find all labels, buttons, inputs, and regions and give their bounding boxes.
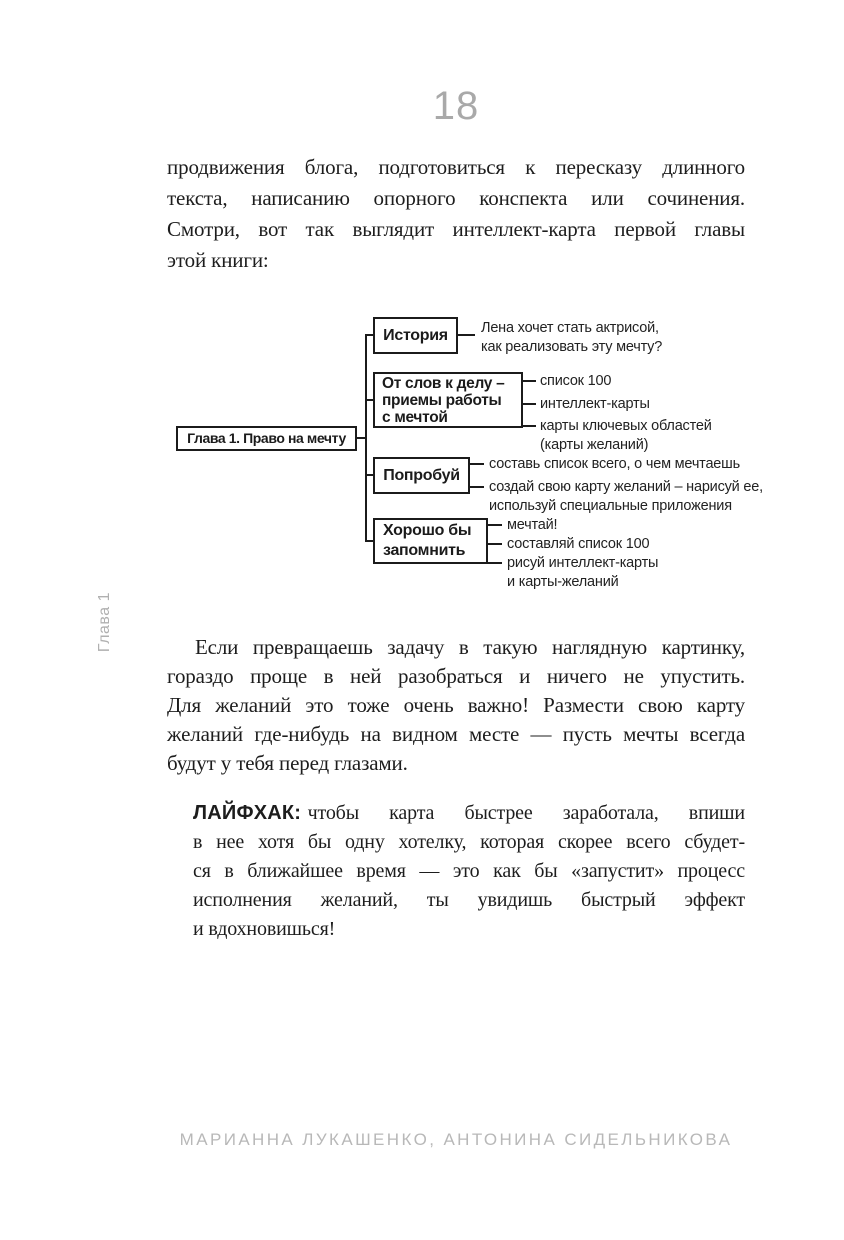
mindmap-branch-label: приемы работы [382,391,502,409]
footer-authors: МАРИАННА ЛУКАШЕНКО, АНТОНИНА СИДЕЛЬНИКОВА [179,1130,733,1149]
connector-line [523,403,536,405]
mindmap-leaf [507,535,649,554]
leaf-line: используй специальные приложения [489,498,732,514]
text-line: и вдохновишься! [193,918,336,940]
mindmap-branch-box [373,457,470,494]
leaf-line: мечтай! [507,517,558,533]
mindmap-branch-label: с мечтой [382,408,448,426]
leaf-line: (карты желаний) [540,437,649,453]
leaf-line: составляй список 100 [507,536,650,552]
mindmap-leaf [540,395,650,414]
mindmap-diagram [0,310,844,600]
mindmap-branch-box [373,518,488,564]
text-line: продвижения блога, подготовиться к пересказу длинного [167,155,745,179]
body-paragraph [167,633,745,778]
text-line: желаний где-нибудь на видном месте — пусть мечты всегда [167,722,745,746]
mindmap-leaf [489,455,740,474]
connector-line [365,334,367,542]
connector-line [488,562,502,564]
connector-line [523,425,536,427]
connector-line [470,463,484,465]
text-line [193,799,745,828]
text-line: Если превращаешь задачу в такую наглядную картинку, [195,635,745,659]
text-line: исполнения желаний, ты увидишь быстрый эффект [193,889,745,911]
mindmap-leaf [507,554,658,592]
leaf-line: список 100 [540,373,612,389]
mindmap-root-box [176,426,357,451]
intro-paragraph [167,152,745,276]
page-number: 18 [432,84,480,128]
mindmap-leaf [540,417,712,455]
leaf-line: карты ключевых областей [540,418,712,434]
mindmap-branch-box [373,317,458,354]
mindmap-branch-label: запомнить [383,542,466,559]
mindmap-leaf [481,319,662,357]
text-line: Для желаний это тоже очень важно! Размести свою карту [167,693,745,717]
leaf-line: рисуй интеллект-карты [507,555,659,571]
mindmap-branch-label: Хорошо бы [383,522,472,539]
mindmap-root-label: Глава 1. Право на мечту [187,430,346,446]
lifehack-label: ЛАЙФХАК: [193,802,302,824]
connector-line [470,486,484,488]
mindmap-leaf [507,516,557,535]
text-line: этой книги: [167,248,269,272]
text-line: Смотри, вот так выглядит интеллект-карта первой главы [167,217,745,241]
text-line: ся в ближайшее время — это как бы «запустит» процесс [193,860,745,882]
mindmap-branch-box [373,372,523,428]
text-line: текста, написанию опорного конспекта или сочинения. [167,186,745,210]
leaf-line: интеллект-карты [540,396,650,412]
leaf-line: и карты-желаний [507,574,619,590]
connector-line [488,543,502,545]
mindmap-branch-label: Попробуй [383,467,460,484]
lifehack-first-line: чтобы карта быстрее заработала, впиши [307,802,745,824]
leaf-line: составь список всего, о чем мечтаешь [489,456,740,472]
lifehack-note [193,799,745,944]
mindmap-branch-label: История [383,327,448,344]
text-line: гораздо проще в ней разобраться и ничего не упустить. [167,664,745,688]
leaf-line: как реализовать эту мечту? [481,339,663,355]
mindmap-leaf [489,478,763,516]
leaf-line: Лена хочет стать актрисой, [481,320,659,336]
chapter-marker [96,592,126,682]
mindmap-branch-label: От слов к делу – [382,374,505,392]
text-line: будут у тебя перед глазами. [167,751,408,775]
leaf-line: создай свою карту желаний – нарисуй ее, [489,479,763,495]
mindmap-leaf [540,372,611,391]
text-line: в нее хотя бы одну хотелку, которая скорее всего сбудет- [193,831,745,853]
chapter-marker-label: Глава 1 [96,592,113,653]
connector-line [488,524,502,526]
connector-line [458,334,475,336]
connector-line [523,380,536,382]
